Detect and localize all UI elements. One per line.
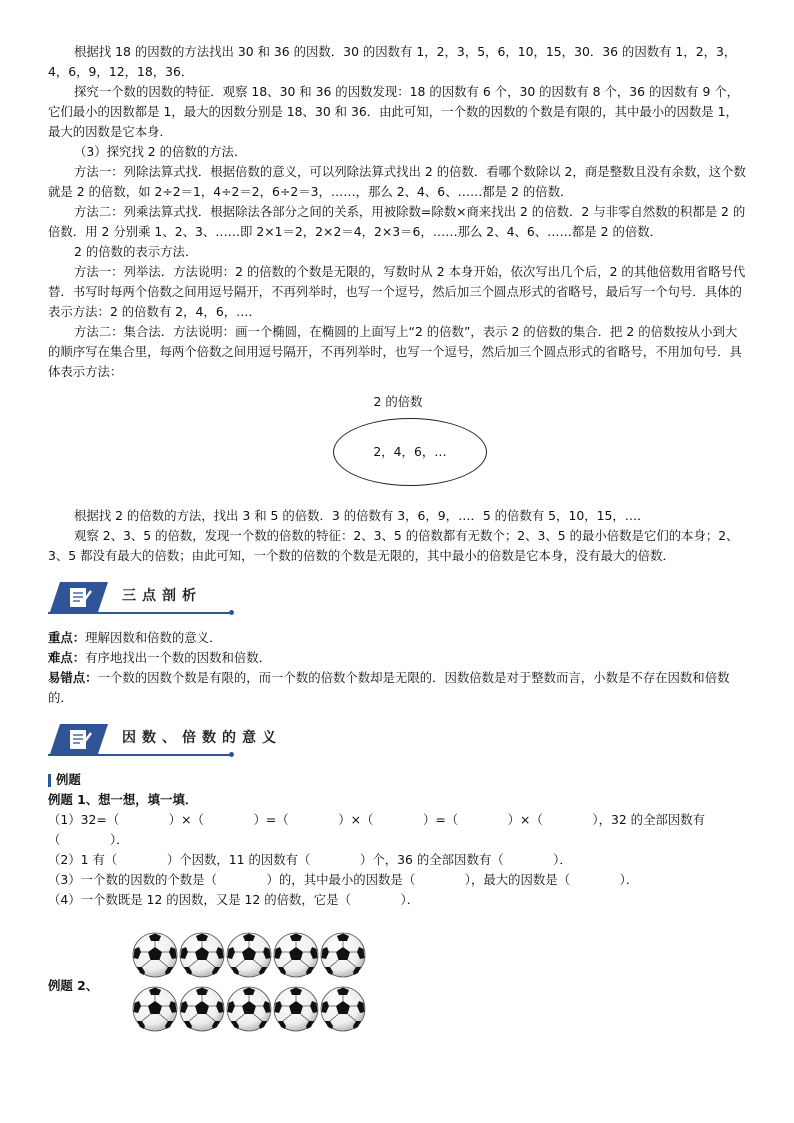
paragraph-factor-features: 探究一个数的因数的特征．观察 18、30 和 36 的因数发现：18 的因数有 6 个，30 的因数有 8 个，36 的因数有 9 个，它们最小的因数都是 1，最大的因数分别是 18、30 和 36．由此可知，一个数的因数的个数是有限的，其中最小的因数是 1，最大的因数是它本身． [48,84,740,139]
notepad-pen-icon [50,724,108,754]
set-ellipse [333,418,487,486]
soccer-ball-icon [320,986,366,1032]
soccer-ball-icon [320,932,366,978]
soccer-ball-row-2 [132,986,366,1032]
soccer-ball-icon [132,932,178,978]
key-point [48,628,748,648]
soccer-ball-icon [179,986,225,1032]
set-content: 2，4，6，… [373,444,447,459]
section-title: 三点剖析 [122,588,202,604]
soccer-ball-icon [273,986,319,1032]
difficult-point-label: 难点： [48,650,86,665]
paragraph-multiples-3-5: 根据找 2 的倍数的方法，找出 3 和 5 的倍数．3 的倍数有 3，6，9，…．5 的倍数有 5，10，15，…． [74,508,650,523]
error-prone-label: 易错点： [48,670,98,685]
soccer-ball-icon [179,932,225,978]
paragraph-listing-method: 方法一：列举法．方法说明：2 的倍数的个数是无限的，写数时从 2 本身开始，依次写出几个后，2 的其他倍数用省略号代替．书写时每两个倍数之间用逗号隔开，不再列举时，也写一个逗号，然后加三个圆点形式的省略号，最后写一个句号．具体的表示方法：2 的倍数有 2，4，6，…． [48,264,746,319]
example-2 [48,932,748,1042]
notepad-pen-icon [50,582,108,612]
soccer-ball-icon [226,932,272,978]
error-prone-text: 一个数的因数个数是有限的，而一个数的倍数个数却是无限的．因数倍数是对于整数而言，小数是不存在因数和倍数的． [48,670,730,705]
paragraph-multiple-features: 观察 2、3、5 的倍数，发现一个数的倍数的特征：2、3、5 的倍数都有无数个；2、3、5 的最小倍数是它们的本身；2、3、5 都没有最大的倍数；由此可知，一个数的倍数的个数是无限的，其中最小的倍数是它本身，没有最大的倍数． [48,528,739,563]
section-underline [48,612,230,614]
paragraph-factors-30-36: 根据找 18 的因数的方法找出 30 和 36 的因数．30 的因数有 1，2，3，5，6，10，15，30．36 的因数有 1，2，3，4，6，9，12，18，36． [48,44,737,79]
example-1-title: 例题 1、想一想，填一填． [48,792,198,807]
key-point-label: 重点： [48,630,86,645]
section-header-three-points [48,582,748,614]
example-heading: 例题 [48,770,748,790]
paragraph-method-division: 方法一：列除法算式找．根据倍数的意义，可以列除法算式找出 2 的倍数．看哪个数除以 2，商是整数且没有余数，这个数就是 2 的倍数，如 2÷2＝1，4÷2＝2，6÷2＝3，……，那么 2、4、6、……都是 2 的倍数． [48,164,746,199]
section-underline [48,754,230,756]
set-title: 2 的倍数 [373,394,423,409]
paragraph-representation: 2 的倍数的表示方法． [74,244,198,259]
document-page [48,42,748,1042]
example-1-question-4: （4）一个数既是 12 的因数，又是 12 的倍数，它是（ ）． [48,892,420,907]
paragraph-method-multiplication: 方法二：列乘法算式找．根据除法各部分之间的关系，用被除数=除数×商来找出 2 的倍数．2 与非零自然数的积都是 2 的倍数．用 2 分别乘 1、2、3、……即 2×1＝2，2×2＝4，2×3＝6，……那么 2、4、6、……都是 2 的倍数． [48,204,746,239]
soccer-ball-icon [132,986,178,1032]
difficult-point-text: 有序地找出一个数的因数和倍数． [85,650,272,665]
example-2-label: 例题 2、 [48,978,99,993]
error-prone-point [48,668,748,708]
section-header-meaning [48,724,748,756]
soccer-ball-icon [273,932,319,978]
example-1-question-2: （2）1 有（ ）个因数，11 的因数有（ ）个，36 的全部因数有（ ）． [48,852,572,867]
soccer-ball-icon [226,986,272,1032]
paragraph-set-method: 方法二：集合法．方法说明：画一个椭圆，在椭圆的上面写上“2 的倍数”，表示 2 的倍数的集合．把 2 的倍数按从小到大的顺序写在集合里，每两个倍数之间用逗号隔开，不再列举时，也写一个逗号，然后加三个圆点形式的省略号，不用加句号．具体表示方法： [48,324,742,379]
difficult-point [48,648,748,668]
key-point-text: 理解因数和倍数的意义． [85,630,222,645]
example-1-question-3: （3）一个数的因数的个数是（ ）的，其中最小的因数是（ ），最大的因数是（ ）． [48,872,639,887]
soccer-ball-row-1 [132,932,366,978]
section-title: 因数、倍数的意义 [122,730,282,746]
paragraph-explore-multiples: （3）探究找 2 的倍数的方法． [74,144,247,159]
example-1-question-1: （1）32=（ ）×（ ）=（ ）×（ ）=（ ）×（ ），32 的全部因数有（ ）． [48,812,706,847]
set-diagram [48,418,748,506]
